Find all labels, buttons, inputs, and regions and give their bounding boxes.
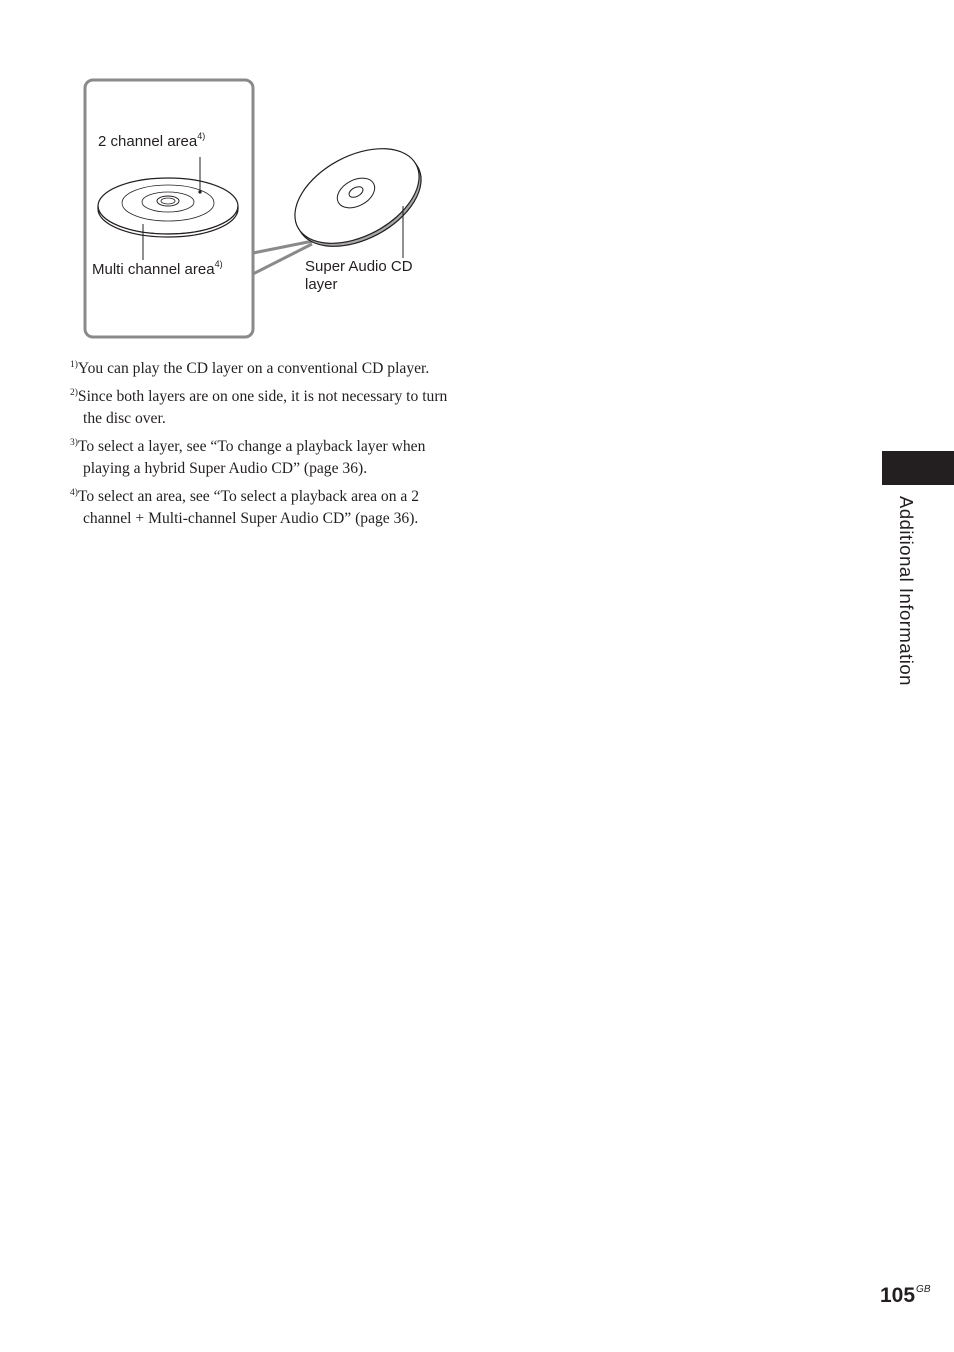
footnote-number: 2)	[70, 388, 78, 398]
small-disc	[98, 157, 238, 260]
section-tab-marker	[882, 451, 954, 485]
disc-diagram	[0, 0, 460, 350]
multi-channel-area-footnote-ref: 4)	[214, 259, 223, 269]
two-channel-area-label: 2 channel area$^{4)}$	[98, 131, 206, 150]
super-audio-cd-layer-label	[305, 258, 413, 294]
footnote-2	[70, 386, 450, 430]
multi-channel-area-label: Multi channel area$^{4)}$	[92, 259, 223, 278]
footnote-1	[70, 358, 450, 380]
footnote-text: You can play the CD layer on a conventional CD player.	[77, 360, 430, 377]
footnotes	[70, 358, 450, 536]
large-disc	[279, 129, 437, 266]
page-number-value: 105	[880, 1284, 916, 1307]
disc-diagram-graphic	[0, 0, 460, 350]
footnote-text: Since both layers are on one side, it is not necessary to turn the disc over.	[77, 388, 448, 427]
super-audio-cd-layer-label-line1: Super Audio CD	[305, 258, 413, 275]
footnote-3	[70, 436, 450, 480]
footnote-number: 1)	[70, 360, 78, 370]
footnote-4	[70, 486, 450, 530]
footnote-text: To select a layer, see “To change a playback layer when playing a hybrid Super Audio CD” (page 36).	[77, 438, 426, 477]
super-audio-cd-layer-label-line2: layer	[305, 276, 338, 293]
footnote-text: To select an area, see “To select a playback area on a 2 channel + Multi-channel Super Audio CD” (page 36).	[77, 488, 420, 527]
footnote-number: 3)	[70, 438, 78, 448]
page-region-code: GB	[916, 1284, 931, 1295]
page-number	[880, 1283, 931, 1309]
two-channel-area-footnote-ref: 4)	[197, 131, 206, 141]
footnote-number: 4)	[70, 488, 78, 498]
section-title: Additional Information	[896, 496, 917, 686]
